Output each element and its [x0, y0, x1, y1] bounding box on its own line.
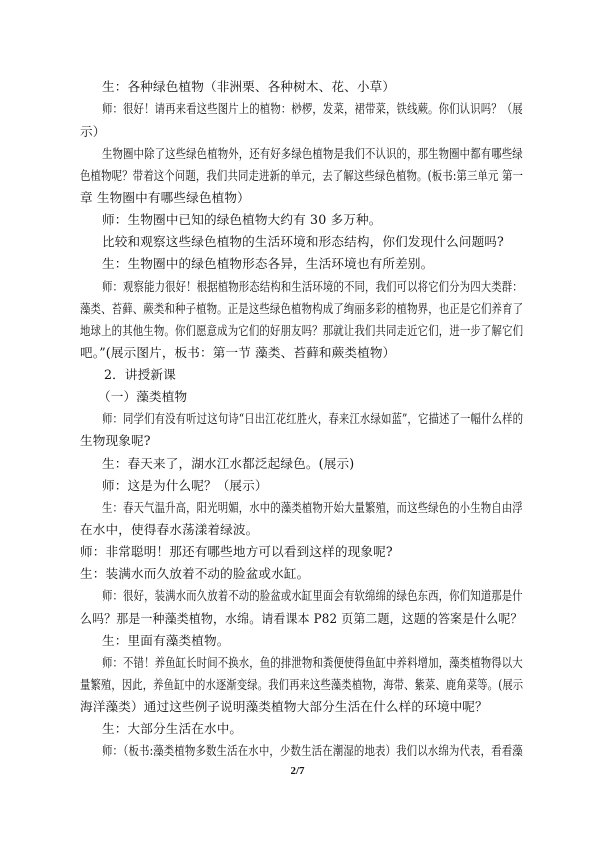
text-line: 藻类、苔藓、蕨类和种子植物。正是这些绿色植物构成了绚丽多彩的植物界，也正是它们养育了	[80, 301, 524, 316]
text-line: 吧。”(展示图片，板书：第一节 藻类、苔藓和蕨类植物）	[80, 345, 396, 360]
text-line: 么吗？那是一种藻类植物，水绵。请看课本 P82 页第二题，这题的答案是什么呢？	[80, 611, 523, 626]
text-line: 章 生物圈中有哪些绿色植物）	[80, 190, 250, 205]
section-heading: 2．讲授新课	[104, 367, 176, 382]
text-line: 生：各种绿色植物（非洲栗、各种树木、花、小草）	[102, 79, 396, 94]
text-line: 量繁殖，因此，养鱼缸中的水逐渐变绿。我们再来这些藻类植物，海带、紫菜、鹿角菜等。(展示	[80, 677, 524, 692]
text-line: 比较和观察这些绿色植物的生活环境和形态结构，你们发现什么问题吗?	[102, 234, 504, 249]
text-line: 师：这是为什么呢？（展示）	[102, 478, 268, 493]
text-line: 师：很好！请再来看这些图片上的植物：桫椤，发菜，裙带菜，铁线蕨。你们认识吗？（展	[102, 101, 523, 116]
text-line: 示）	[80, 124, 106, 139]
text-line: 生：里面有藻类植物。	[102, 633, 230, 648]
text-line: 生：春天气温升高，阳光明媚，水中的藻类植物开始大量繁殖，而这些绿色的小生物自由浮	[102, 500, 523, 515]
text-line: 师：不错！养鱼缸长时间不换水，鱼的排泄物和粪便使得鱼缸中养料增加，藻类植物得以大	[102, 655, 523, 670]
text-line: 师：观察能力很好！根据植物形态结构和生活环境的不同，我们可以将它们分为四大类群：	[102, 279, 523, 294]
text-line: 生：生物圈中的绿色植物形态各异，生活环境也有所差别。	[102, 256, 434, 271]
text-line: 师：生物圈中已知的绿色植物大约有 30 多万种。	[102, 212, 382, 227]
text-line: 师：很好，装满水而久放着不动的脸盆或水缸里面会有软绵绵的绿色东西，你们知道那是什	[102, 588, 523, 603]
text-line: 生物现象呢?	[80, 433, 151, 448]
subsection-heading: （一）藻类植物	[98, 389, 188, 404]
text-line: 地球上的其他生物。你们愿意成为它们的好朋友吗？那就让我们共同走近它们，进一步了解它们	[80, 323, 524, 338]
text-line: 生：大部分生活在水中。	[102, 721, 243, 736]
text-line: 生：春天来了，湖水江水都泛起绿色。(展示)	[102, 456, 355, 471]
text-line: 师：同学们有没有听过这句诗“日出江花红胜火，春来江水绿如蓝”，它描述了一幅什么样的	[102, 411, 524, 426]
text-line: 师：非常聪明！那还有哪些地方可以看到这样的现象呢?	[80, 544, 393, 559]
page-number: 2/7	[290, 765, 305, 777]
text-line: 师：（板书:藻类植物多数生活在水中，少数生活在潮湿的地表）我们以水绵为代表，看看藻	[102, 743, 523, 758]
text-line: 海洋藻类）通过这些例子说明藻类植物大部分生活在什么样的环境中呢？	[80, 699, 488, 714]
text-line: 在水中，使得春水荡漾着绿波。	[80, 522, 259, 537]
text-line: 色植物呢？带着这个问题，我们共同走进新的单元，去了解这些绿色植物。(板书:第三单元 第一	[80, 168, 524, 183]
text-line: 生：装满水而久放着不动的脸盆或水缸。	[80, 566, 310, 581]
text-line: 生物圈中除了这些绿色植物外，还有好多绿色植物是我们不认识的，那生物圈中都有哪些绿	[102, 146, 523, 161]
